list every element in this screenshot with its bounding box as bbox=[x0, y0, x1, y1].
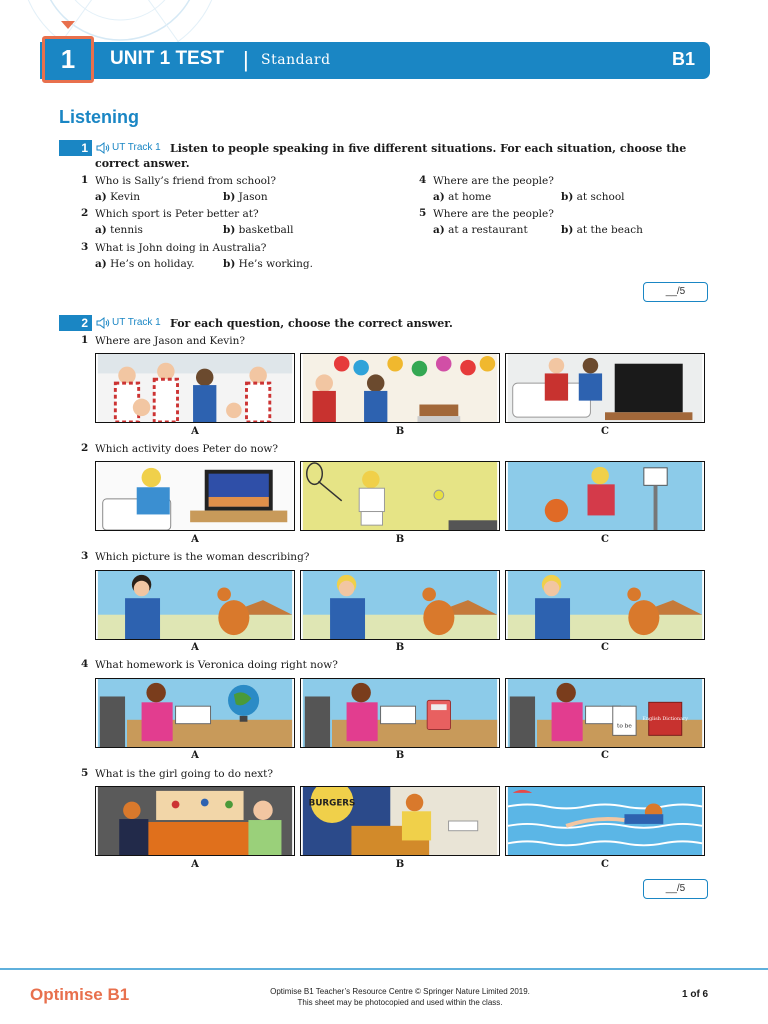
picture-label: A bbox=[191, 750, 199, 761]
picture-option-c[interactable] bbox=[505, 353, 705, 423]
picture-option-a[interactable] bbox=[95, 678, 295, 748]
question-number: 3 bbox=[81, 241, 89, 253]
answer-option-a[interactable]: a) tennis bbox=[95, 224, 143, 236]
title-separator: | bbox=[243, 47, 249, 72]
picture-option-c[interactable] bbox=[505, 678, 705, 748]
score-box[interactable]: __/5 bbox=[643, 282, 708, 302]
note-text: to be bbox=[617, 723, 632, 730]
level-badge: B1 bbox=[672, 49, 696, 69]
question-number: 4 bbox=[419, 174, 427, 186]
question-text: Which picture is the woman describing? bbox=[95, 551, 310, 563]
question-number: 4 bbox=[81, 658, 89, 670]
exercise-2-number: 2 bbox=[62, 315, 92, 331]
exercise-1-instruction-cont: correct answer. bbox=[95, 157, 190, 170]
picture-label: C bbox=[601, 750, 609, 761]
tennis-player-illustration bbox=[301, 462, 499, 530]
living-room-tv-illustration bbox=[506, 354, 704, 422]
exercise-1-instruction: Listen to people speaking in five different situations. For each situation, choose the bbox=[170, 142, 687, 155]
picture-label: C bbox=[601, 534, 609, 545]
picture-label: C bbox=[601, 859, 609, 870]
answer-option-a[interactable]: a) Kevin bbox=[95, 191, 140, 203]
audio-speaker-icon[interactable] bbox=[96, 141, 110, 155]
copyright-notice bbox=[250, 986, 550, 1008]
picture-option-c[interactable] bbox=[505, 461, 705, 531]
homework-globe-illustration bbox=[96, 679, 294, 747]
picture-option-b[interactable] bbox=[300, 570, 500, 640]
basketball-player-illustration bbox=[506, 462, 704, 530]
homework-dictionary-illustration bbox=[506, 679, 704, 747]
stadium-crowd-illustration bbox=[96, 354, 294, 422]
unit-title: UNIT 1 TEST bbox=[110, 48, 225, 69]
picture-option-b[interactable] bbox=[300, 678, 500, 748]
page-number: 1 of 6 bbox=[682, 989, 709, 1000]
answer-option-a[interactable]: a) at a restaurant bbox=[433, 224, 528, 236]
picture-label: C bbox=[601, 426, 609, 437]
answer-option-a[interactable]: a) at home bbox=[433, 191, 492, 203]
question-number: 3 bbox=[81, 550, 89, 562]
party-illustration bbox=[301, 354, 499, 422]
audio-track-label: UT Track 1 bbox=[112, 142, 161, 153]
picture-option-b[interactable] bbox=[300, 786, 500, 856]
question-number: 2 bbox=[81, 207, 89, 219]
footer-divider bbox=[0, 968, 768, 970]
picture-label: A bbox=[191, 426, 199, 437]
picture-option-a[interactable] bbox=[95, 570, 295, 640]
video-game-illustration bbox=[96, 462, 294, 530]
unit-number-badge: 1 bbox=[42, 36, 94, 83]
book-title: English Dictionary bbox=[642, 715, 689, 722]
picture-label: C bbox=[601, 642, 609, 653]
picture-option-a[interactable] bbox=[95, 461, 295, 531]
answer-option-b[interactable]: b) He’s working. bbox=[223, 258, 313, 270]
woman-and-kangaroo-illustration bbox=[96, 571, 294, 639]
picture-label: A bbox=[191, 534, 199, 545]
question-number: 5 bbox=[81, 767, 89, 779]
score-box[interactable]: __/5 bbox=[643, 879, 708, 899]
copyright-line: This sheet may be photocopied and used within the class. bbox=[297, 998, 503, 1007]
question-number: 1 bbox=[81, 174, 89, 186]
question-number: 2 bbox=[81, 442, 89, 454]
answer-option-b[interactable]: b) basketball bbox=[223, 224, 294, 236]
picture-label: A bbox=[191, 642, 199, 653]
section-title: Listening bbox=[59, 107, 139, 127]
answer-option-b[interactable]: b) Jason bbox=[223, 191, 268, 203]
question-text: Where are the people? bbox=[433, 208, 554, 220]
exercise-2-instruction: For each question, choose the correct answer. bbox=[170, 317, 453, 330]
question-text: What is the girl going to do next? bbox=[95, 768, 274, 780]
audio-speaker-icon[interactable] bbox=[96, 316, 110, 330]
swimming-illustration bbox=[506, 787, 704, 855]
question-text: Who is Sally’s friend from school? bbox=[95, 175, 276, 187]
header-decoration bbox=[0, 0, 260, 44]
question-text: Where are Jason and Kevin? bbox=[95, 335, 245, 347]
homework-calculator-illustration bbox=[301, 679, 499, 747]
question-text: Which sport is Peter better at? bbox=[95, 208, 259, 220]
burgers-sign: BURGERS bbox=[308, 798, 356, 809]
picture-label: B bbox=[395, 534, 405, 545]
question-number: 5 bbox=[419, 207, 427, 219]
picture-label: B bbox=[395, 642, 405, 653]
exercise-1-number: 1 bbox=[62, 140, 92, 156]
audio-track-label: UT Track 1 bbox=[112, 317, 161, 328]
burger-restaurant-illustration bbox=[301, 787, 499, 855]
question-text: Which activity does Peter do now? bbox=[95, 443, 279, 455]
ticket-office-illustration bbox=[96, 787, 294, 855]
question-text: Where are the people? bbox=[433, 175, 554, 187]
picture-option-a[interactable] bbox=[95, 353, 295, 423]
brand-logo-text: Optimise B1 bbox=[30, 985, 130, 1004]
woman-and-kangaroo-illustration bbox=[506, 571, 704, 639]
picture-option-a[interactable] bbox=[95, 786, 295, 856]
answer-option-b[interactable]: b) at the beach bbox=[561, 224, 643, 236]
answer-option-a[interactable]: a) He’s on holiday. bbox=[95, 258, 195, 270]
picture-option-b[interactable] bbox=[300, 353, 500, 423]
question-text: What homework is Veronica doing right now? bbox=[95, 659, 338, 671]
unit-subtitle: Standard bbox=[261, 52, 331, 68]
picture-label: B bbox=[395, 750, 405, 761]
picture-label: A bbox=[191, 859, 199, 870]
question-number: 1 bbox=[81, 334, 89, 346]
picture-option-c[interactable] bbox=[505, 570, 705, 640]
picture-label: B bbox=[395, 426, 405, 437]
copyright-line: Optimise B1 Teacher’s Resource Centre © Springer Nature Limited 2019. bbox=[270, 987, 530, 996]
answer-option-b[interactable]: b) at school bbox=[561, 191, 625, 203]
question-text: What is John doing in Australia? bbox=[95, 242, 267, 254]
woman-and-kangaroo-illustration bbox=[301, 571, 499, 639]
picture-option-c[interactable] bbox=[505, 786, 705, 856]
picture-label: B bbox=[395, 859, 405, 870]
unit-marker-triangle bbox=[61, 21, 75, 29]
picture-option-b[interactable] bbox=[300, 461, 500, 531]
